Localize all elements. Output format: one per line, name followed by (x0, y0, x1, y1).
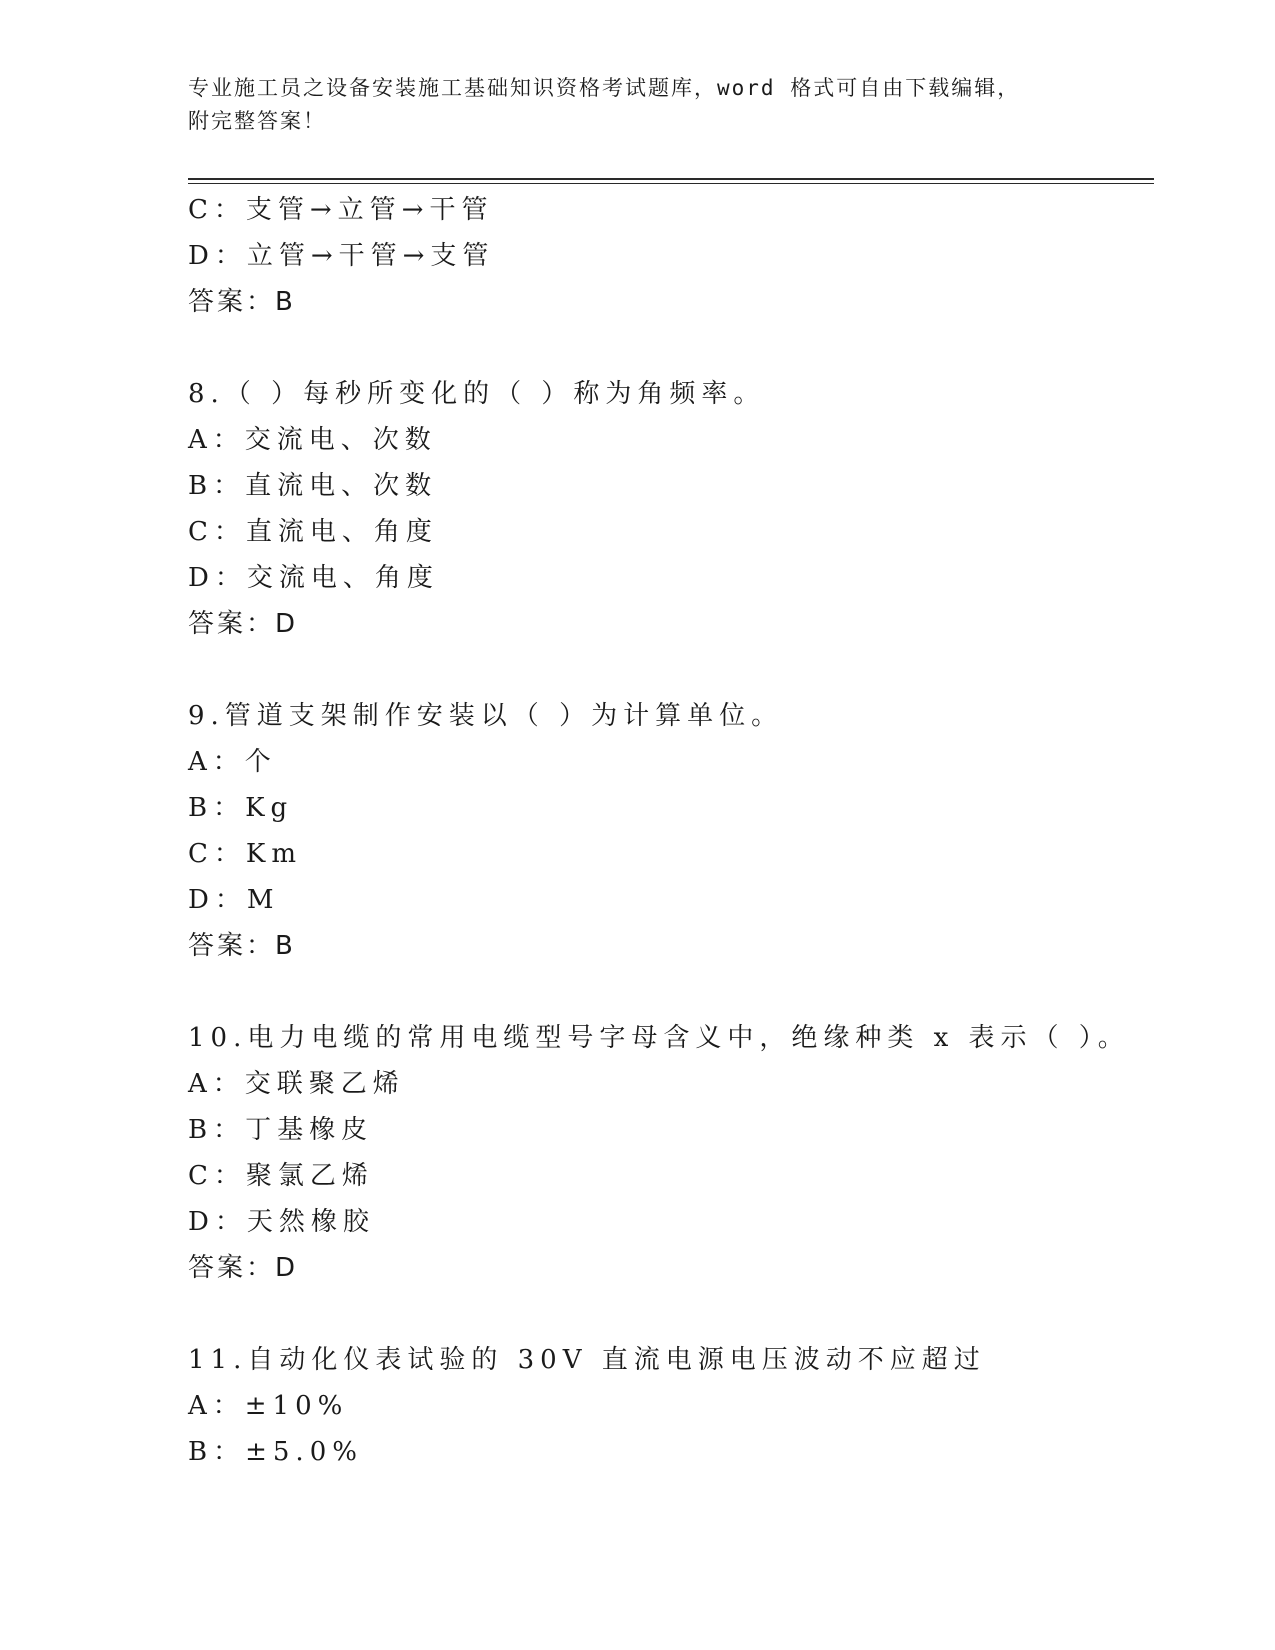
answer-line: 答案：D (188, 609, 299, 639)
option-d: D：M (188, 885, 280, 915)
option-a: A：交流电、次数 (188, 425, 437, 455)
question-stem: 9.管道支架制作安装以（ ）为计算单位。 (188, 701, 784, 731)
option-d: D：天然橡胶 (188, 1207, 375, 1237)
spacer (188, 1291, 1148, 1337)
option-a: A：个 (188, 747, 277, 777)
option-d: D：交流电、角度 (188, 563, 439, 593)
option-a: A：±10% (188, 1391, 349, 1421)
option-b: B：丁基橡皮 (188, 1115, 374, 1145)
answer-line: 答案：D (188, 1253, 299, 1283)
answer-line: 答案：B (188, 287, 296, 317)
question-stem: 11.自动化仪表试验的 30V 直流电源电压波动不应超过 (188, 1345, 986, 1375)
header-divider-thin (188, 183, 1154, 184)
option-b: B：Kg (188, 793, 294, 823)
option-c: C：聚氯乙烯 (188, 1161, 374, 1191)
option-b: B：±5.0% (188, 1437, 363, 1467)
document-header (188, 72, 1088, 138)
question-stem: 10.电力电缆的常用电缆型号字母含义中，绝缘种类 x 表示（ ）。 (188, 1023, 1130, 1053)
header-line-1: 专业施工员之设备安装施工基础知识资格考试题库，word 格式可自由下载编辑， (188, 76, 1021, 100)
option-b: B：直流电、次数 (188, 471, 438, 501)
spacer (188, 325, 1148, 371)
option-d: D：立管→干管→支管 (188, 241, 495, 271)
question-list (188, 187, 1148, 1475)
question-stem: 8.（ ）每秒所变化的（ ）称为角频率。 (188, 379, 766, 409)
spacer (188, 969, 1148, 1015)
option-a: A：交联聚乙烯 (188, 1069, 405, 1099)
option-c: C：支管→立管→干管 (188, 195, 494, 225)
spacer (188, 647, 1148, 693)
option-c: C：直流电、角度 (188, 517, 438, 547)
header-line-2: 附完整答案！ (188, 109, 326, 133)
option-c: C：Km (188, 839, 302, 869)
answer-line: 答案：B (188, 931, 296, 961)
header-divider (188, 178, 1154, 180)
